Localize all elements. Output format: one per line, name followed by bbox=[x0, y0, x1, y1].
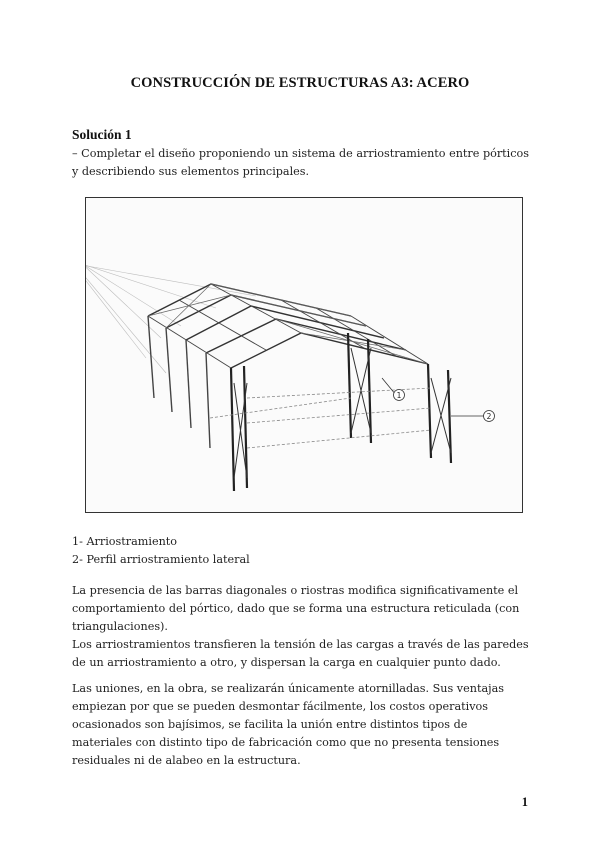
legend-item: 1- Arriostramiento bbox=[72, 535, 178, 548]
steel-frame-drawing bbox=[85, 197, 523, 513]
callout-2-label: 2 bbox=[486, 412, 492, 421]
section-heading: Solución 1 bbox=[72, 127, 132, 142]
paragraph: Los arriostramientos transfieren la tensión de las cargas a través de las paredes de un arriostramiento a otro, y dispersan la carga en cualquier punto dado. bbox=[72, 638, 529, 669]
paragraph-joints bbox=[72, 680, 530, 770]
callout-1-label: 1 bbox=[396, 391, 402, 400]
paragraph: Las uniones, en la obra, se realizarán únicamente atornilladas. Sus ventajas empiezan por que se pueden desmontar fácilmente, los costos operativos ocasionados son bajísimos, se facilita la unión entre distintos tipos de materiales con distinto tipo de fabricación como que no presenta tensiones residuales ni de alabeo en la estructura. bbox=[72, 682, 505, 767]
page-number: 1 bbox=[521, 795, 528, 809]
legend-item: 2- Perfil arriostramiento lateral bbox=[72, 553, 250, 566]
figure-legend bbox=[72, 533, 530, 569]
steel-frame-sketch bbox=[86, 198, 522, 512]
document-title: CONSTRUCCIÓN DE ESTRUCTURAS A3: ACERO bbox=[130, 75, 470, 91]
instruction-text: – Completar el diseño proponiendo un sistema de arriostramiento entre pórticos y describiendo sus elementos principales. bbox=[72, 147, 529, 178]
paragraph: La presencia de las barras diagonales o riostras modifica significativamente el comportamiento del pórtico, dado que se forma una estructura reticulada (con triangulaciones). bbox=[72, 584, 520, 633]
paragraph-group bbox=[72, 582, 530, 672]
